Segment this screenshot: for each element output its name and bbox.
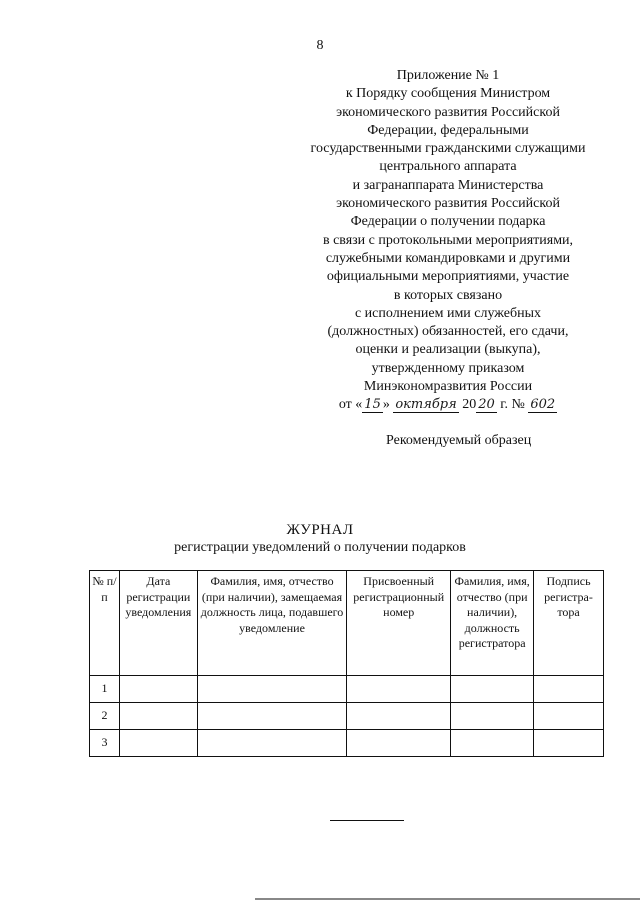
table-cell [347,730,451,757]
appendix-line: центрального аппарата [379,159,517,175]
row-number: 3 [90,730,120,757]
handwritten-year: 20 [478,397,495,413]
date-mid: » [382,397,390,413]
appendix-line: экономического развития Российской [336,104,560,120]
appendix-line: экономического развития Российской [336,196,560,212]
appendix-line: Федерации, федеральными [367,122,529,138]
row-number: 1 [90,676,120,703]
table-cell [534,703,604,730]
scan-edge-line [255,898,640,900]
journal-subtitle: регистрации уведомлений о получении подарков [174,540,466,555]
table-cell [534,676,604,703]
appendix-line: и загранаппарата Министерства [352,177,544,193]
table-row [90,730,604,757]
column-header-person: Фамилия, имя, отчество (при наличии), замещаемая должность лица, подавшего уведомление [197,571,346,676]
handwritten-number: 602 [530,397,556,413]
appendix-line: Приложение № 1 [396,68,500,83]
table-cell [347,676,451,703]
appendix-line: в которых связано [393,287,503,303]
table-header-row [90,571,604,676]
column-header-reg-number: Присвоенный регистрационный номер [347,571,451,676]
appendix-line: (должностных) обязанностей, его сдачи, [327,324,569,340]
appendix-line: утвержденному приказом [371,360,525,376]
appendix-line: Федерации о получении подарка [350,214,546,230]
handwritten-month: октября [395,397,457,413]
table-cell [347,703,451,730]
register-table [89,570,604,757]
table-cell [119,730,197,757]
journal-title: ЖУРНАЛ [286,522,354,538]
date-prefix: от « [338,397,363,413]
handwritten-day: 15 [364,397,381,413]
appendix-line: оценки и реализации (выкупа), [355,342,541,358]
order-date-line [285,396,611,414]
table-cell [451,730,534,757]
table-cell [197,676,346,703]
table-cell [119,676,197,703]
appendix-line: Минэкономразвития России [363,379,533,395]
year-prefix: 20 [462,397,477,413]
table-cell [119,703,197,730]
page-number: 8 [316,38,324,53]
column-header-registrar: Фамилия, имя, отчество (при наличии), должность регистратора [451,571,534,676]
column-header-number: № п/п [90,571,120,676]
appendix-line: с исполнением ими служебных [354,305,542,321]
table-row [90,703,604,730]
table-cell [197,703,346,730]
table-cell [534,730,604,757]
footer-divider [330,820,404,821]
appendix-line: служебными командировками и другими [325,250,571,266]
appendix-line: к Порядку сообщения Министром [345,86,551,102]
table-cell [451,676,534,703]
number-prefix: г. № [500,397,525,413]
column-header-date: Дата регистрации уведомления [119,571,197,676]
table-row [90,676,604,703]
table-cell [197,730,346,757]
appendix-line: государственными гражданскими служащими [310,141,586,157]
row-number: 2 [90,703,120,730]
column-header-signature: Подпись регистра-тора [534,571,604,676]
table-cell [451,703,534,730]
appendix-line: в связи с протокольными мероприятиями, [322,232,574,248]
recommended-sample-label: Рекомендуемый образец [386,433,532,448]
appendix-block [285,67,611,415]
appendix-line: официальными мероприятиями, участие [326,269,570,285]
